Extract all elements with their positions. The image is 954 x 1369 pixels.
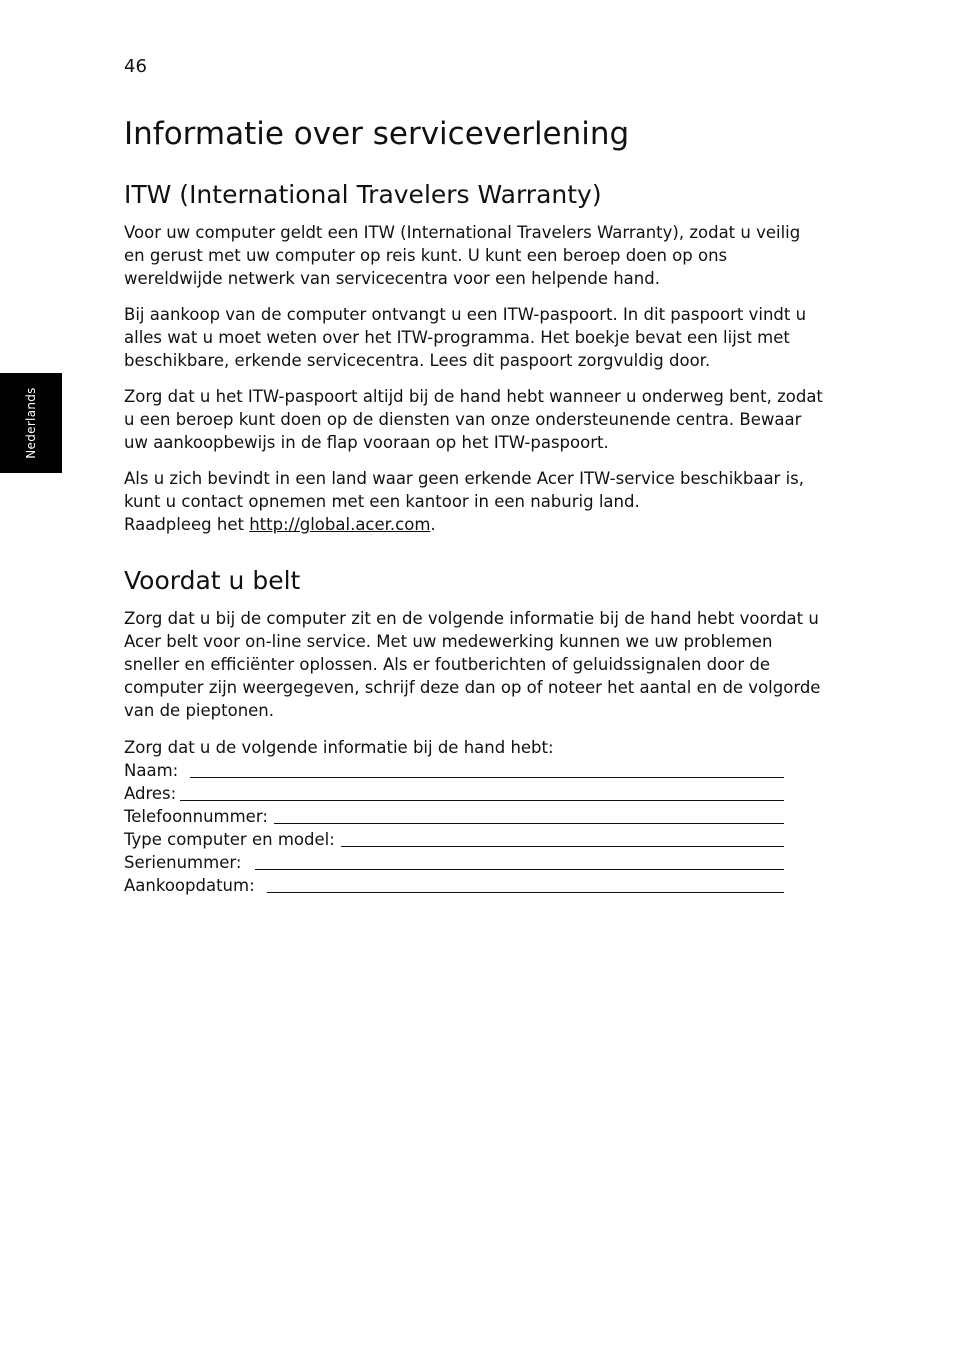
model-line [341, 846, 784, 847]
page-number: 46 [124, 56, 147, 77]
purchase-date-label: Aankoopdatum: [124, 876, 255, 895]
address-line [180, 800, 784, 801]
itw-paragraph-4-suffix: . [430, 515, 436, 534]
form-row-phone [124, 805, 784, 828]
form-intro: Zorg dat u de volgende informatie bij de hand hebt: [124, 738, 554, 757]
phone-line [274, 823, 784, 824]
itw-heading: ITW (International Travelers Warranty) [124, 180, 602, 209]
purchase-date-line [267, 892, 784, 893]
page-title: Informatie over serviceverlening [124, 116, 630, 152]
acer-global-link[interactable]: http://global.acer.com [249, 515, 431, 534]
itw-paragraph-2: Bij aankoop van de computer ontvangt u een ITW-paspoort. In dit paspoort vindt u alles wat u moet weten over het ITW-programma. Het boekje bevat een lijst met beschikbare, erkende servicecentra. Lees dit paspoort zorgvuldig door. [124, 305, 807, 370]
itw-paragraph-3: Zorg dat u het ITW-paspoort altijd bij de hand hebt wanneer u onderweg bent, zodat u een beroep kunt doen op de diensten van onze ondersteunende centra. Bewaar uw aankoopbewijs in de flap vooraan op het ITW-paspoort. [124, 387, 823, 452]
page-content [124, 112, 824, 897]
name-label: Naam: [124, 761, 179, 780]
itw-paragraph-4-text: Als u zich bevindt in een land waar geen erkende Acer ITW-service beschikbaar is, kunt u contact opnemen met een kantoor in een naburig land. [124, 469, 805, 511]
before-call-heading: Voordat u belt [124, 566, 301, 595]
name-line [190, 777, 784, 778]
form-row-serial [124, 851, 784, 874]
serial-label: Serienummer: [124, 853, 242, 872]
side-tab-label: Nederlands [24, 387, 38, 459]
phone-label: Telefoonnummer: [124, 807, 268, 826]
itw-paragraph-1: Voor uw computer geldt een ITW (International Travelers Warranty), zodat u veilig en gerust met uw computer op reis kunt. U kunt een beroep doen op ons wereldwijde netwerk van servicecentra voor een helpende hand. [124, 223, 801, 288]
itw-paragraph-4 [124, 467, 814, 536]
form-row-model [124, 828, 784, 851]
before-call-paragraph: Zorg dat u bij de computer zit en de volgende informatie bij de hand hebt voordat u Acer belt voor on-line service. Met uw medewerking kunnen we uw problemen sneller en efficiënter oplossen. Als er foutberichten of geluidssignalen door de computer zijn weergegeven, schrijf deze dan op of noteer het aantal en de volgorde van de pieptonen. [124, 609, 821, 720]
serial-line [255, 869, 784, 870]
language-side-tab [0, 373, 62, 473]
itw-paragraph-4-prefix: Raadpleeg het [124, 515, 250, 534]
form-row-address [124, 782, 784, 805]
address-label: Adres: [124, 784, 177, 803]
form-row-name [124, 759, 784, 782]
form-row-purchase-date [124, 874, 784, 897]
model-label: Type computer en model: [124, 830, 335, 849]
